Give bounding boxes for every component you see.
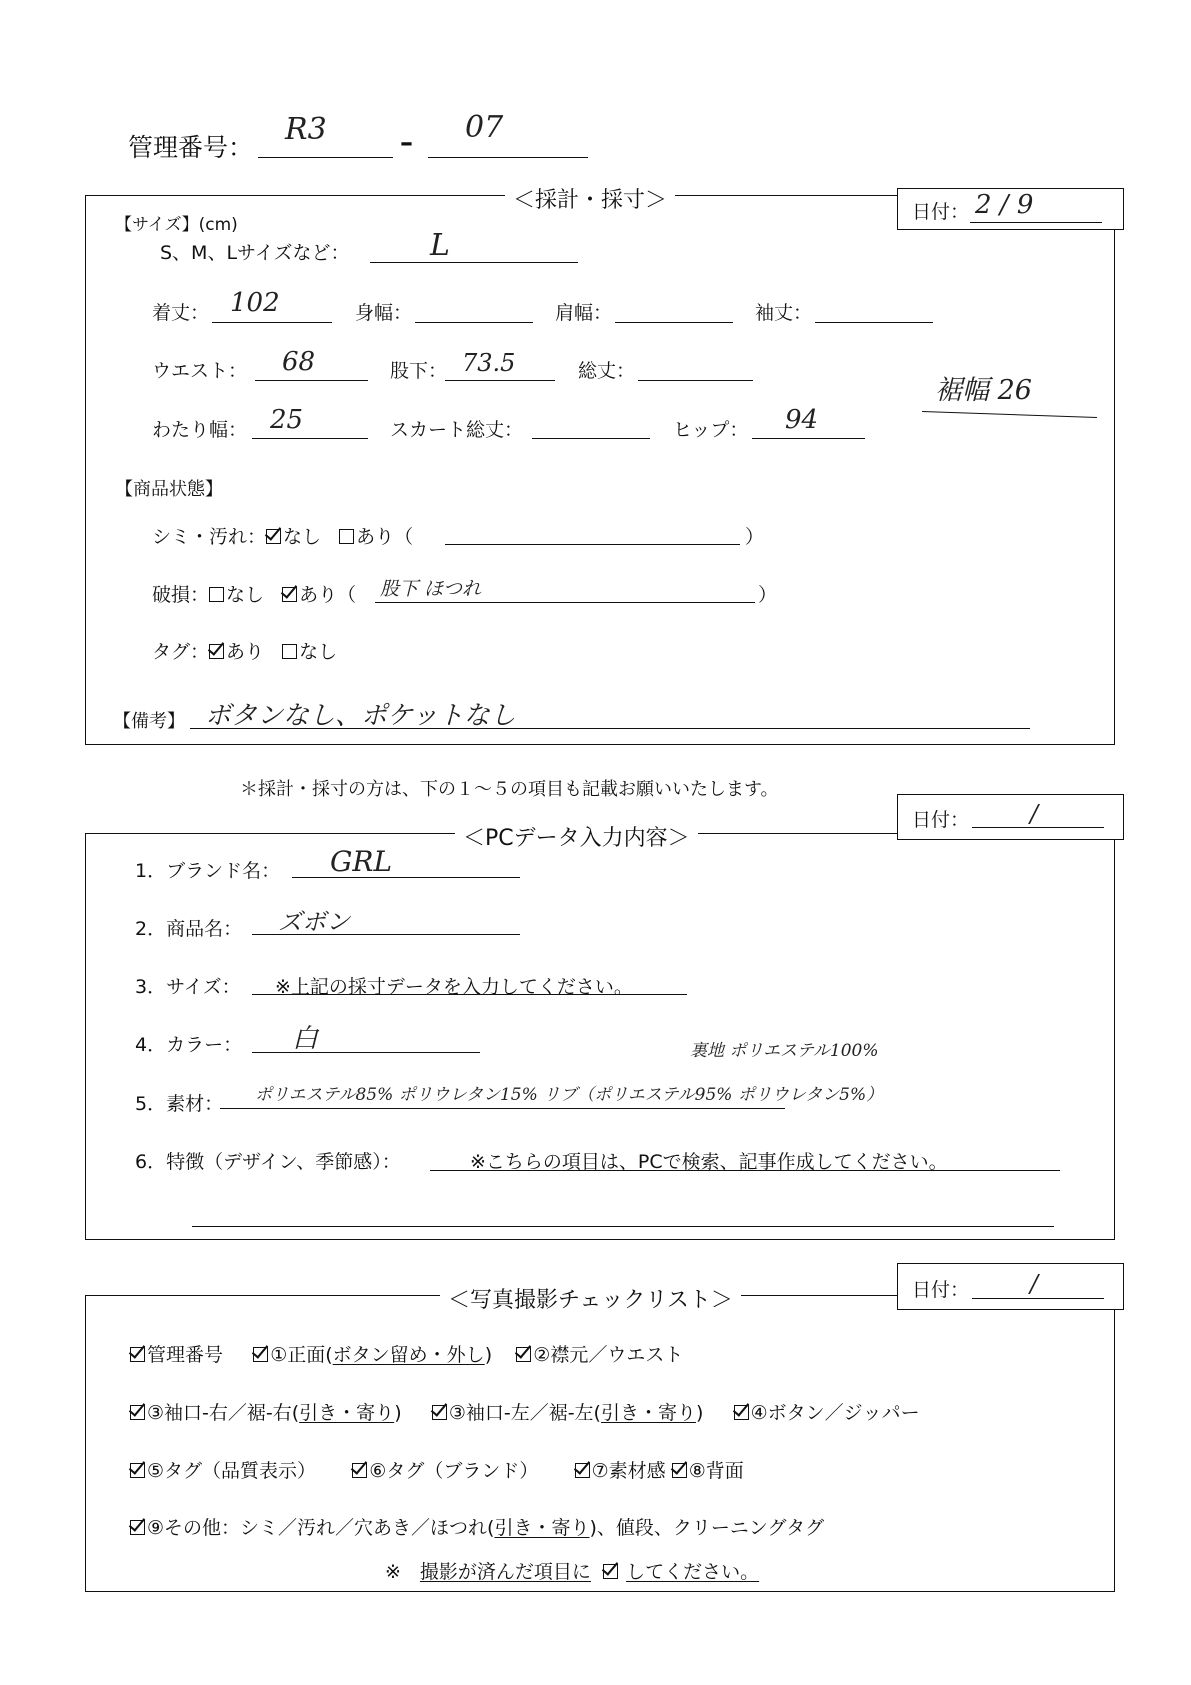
soutake-label: 総丈：	[578, 360, 636, 382]
stain-detail-underline	[445, 544, 740, 545]
pc-date-label: 日付：	[912, 809, 970, 831]
size-heading: 【サイズ】(cm)	[115, 215, 238, 235]
tag-yes-checkbox[interactable]	[209, 644, 224, 659]
kitake-label: 着丈：	[152, 302, 210, 324]
check-other[interactable]	[130, 1520, 145, 1535]
brand-underline	[292, 877, 520, 878]
photo-footer-b: してください。	[626, 1561, 760, 1583]
damage-yes-label: あり（	[299, 584, 357, 606]
damage-close: ）	[758, 584, 778, 606]
item-value: ズボン	[278, 908, 350, 936]
size-underline	[370, 262, 578, 263]
remarks-value: ボタンなし、ポケットなし	[205, 701, 516, 731]
hip-label: ヒップ：	[673, 419, 749, 441]
photo-row-3	[130, 1456, 744, 1483]
header-underline-1	[258, 157, 393, 158]
sodetake-label: 袖丈：	[755, 302, 813, 324]
sodetake-underline	[815, 322, 933, 323]
skirt-label: スカート総丈：	[390, 419, 524, 441]
pc-size-value: ※上記の採寸データを入力してください。	[275, 976, 633, 998]
tag-label: タグ：	[152, 641, 210, 663]
watari-value: 25	[270, 405, 304, 435]
feature-value: ※こちらの項目は、PCで検索、記事作成してください。	[470, 1151, 948, 1173]
color-underline	[252, 1052, 480, 1053]
size-value: L	[430, 228, 450, 263]
tag-none-checkbox[interactable]	[282, 644, 297, 659]
check-front-detail: ボタン留め・外し	[332, 1344, 485, 1366]
check-other-detail: 引き・寄り	[494, 1517, 590, 1539]
measure-date-value: 2 / 9	[975, 190, 1034, 220]
photo-date-label: 日付：	[912, 1279, 970, 1301]
feature-underline-2	[192, 1226, 1054, 1227]
material-value: ポリエステル85% ポリウレタン15% リブ（ポリエステル95% ポリウレタン5%）	[255, 1085, 884, 1105]
damage-none-checkbox[interactable]	[209, 587, 224, 602]
header-number-prefix: R3	[285, 112, 327, 147]
damage-detail-underline	[375, 602, 755, 603]
check-cuff-right-label: ③袖口-右／裾-右(	[147, 1402, 300, 1424]
hip-value: 94	[785, 405, 819, 435]
pc-size-label: 3．サイズ：	[135, 976, 241, 998]
check-front[interactable]	[253, 1347, 268, 1362]
waist-underline	[255, 380, 368, 381]
check-cuff-left[interactable]	[432, 1405, 447, 1420]
check-material[interactable]	[575, 1463, 590, 1478]
waist-value: 68	[282, 347, 316, 377]
matashita-value: 73.5	[462, 349, 516, 377]
kitake-value: 102	[230, 288, 280, 318]
photo-date-value: /	[1030, 1270, 1039, 1298]
check-other-rest: )、値段、クリーニングタグ	[589, 1517, 825, 1539]
color-label: 4．カラー：	[135, 1034, 243, 1056]
kitake-underline	[212, 322, 332, 323]
check-collar-label: ②襟元／ウエスト	[533, 1344, 684, 1366]
stain-yes-label: あり（	[356, 526, 414, 548]
damage-row	[152, 580, 356, 607]
check-cuff-left-detail: 引き・寄り	[600, 1402, 696, 1424]
damage-yes-checkbox[interactable]	[282, 587, 297, 602]
check-material-label: ⑦素材感	[591, 1460, 666, 1482]
check-button[interactable]	[734, 1405, 749, 1420]
check-back-label: ⑧背面	[688, 1460, 744, 1482]
color-value: 白	[292, 1024, 319, 1054]
header-label: 管理番号：	[128, 133, 254, 162]
check-back[interactable]	[672, 1463, 687, 1478]
check-front-label: ①正面(	[270, 1344, 333, 1366]
stain-row	[152, 522, 413, 549]
check-tag-quality-label: ⑤タグ（品質表示）	[147, 1460, 317, 1482]
material-underline	[220, 1108, 785, 1109]
mihaba-label: 身幅：	[355, 302, 413, 324]
damage-none-label: なし	[226, 584, 265, 606]
tag-none-label: なし	[299, 641, 338, 663]
item-label: 2．商品名：	[135, 918, 243, 940]
side-note: 裾幅 26	[935, 375, 1032, 406]
check-kanri-label: 管理番号	[147, 1344, 224, 1366]
check-button-label: ④ボタン／ジッパー	[750, 1402, 920, 1424]
tag-yes-label: あり	[226, 641, 265, 663]
matashita-underline	[445, 380, 555, 381]
check-cuff-right-close: )	[394, 1402, 402, 1424]
check-cuff-right-detail: 引き・寄り	[299, 1402, 395, 1424]
material-label: 5．素材：	[135, 1093, 224, 1115]
stain-close: ）	[745, 526, 765, 548]
katahaba-label: 肩幅：	[555, 302, 613, 324]
photo-date-underline	[972, 1298, 1104, 1299]
check-kanri[interactable]	[130, 1347, 145, 1362]
photo-row-4	[130, 1513, 824, 1540]
check-tag-brand-label: ⑥タグ（ブランド）	[369, 1460, 539, 1482]
skirt-underline	[532, 438, 650, 439]
header-dash: –	[400, 128, 413, 158]
stain-yes-checkbox[interactable]	[339, 529, 354, 544]
header-underline-2	[428, 157, 588, 158]
pc-size-underline	[252, 994, 687, 995]
tag-row	[152, 637, 337, 664]
photo-footer	[385, 1557, 759, 1584]
photo-footer-a: 撮影が済んだ項目に	[419, 1561, 591, 1583]
hip-underline	[752, 438, 865, 439]
photo-footer-mark: ※	[385, 1561, 420, 1583]
material-note: 裏地 ポリエステル100%	[690, 1041, 879, 1061]
matashita-label: 股下：	[390, 360, 448, 382]
pc-title: ＜PCデータ入力内容＞	[455, 821, 698, 852]
measure-title: ＜採計・採寸＞	[505, 183, 675, 214]
brand-value: GRL	[330, 845, 393, 878]
size-label: S、M、Lサイズなど：	[160, 242, 350, 264]
photo-title: ＜写真撮影チェックリスト＞	[440, 1283, 741, 1314]
measure-date-label: 日付：	[912, 201, 970, 223]
note-line: ＊採計・採寸の方は、下の１～５の項目も記載お願いいたします。	[240, 779, 779, 800]
damage-detail: 股下 ほつれ	[380, 578, 482, 600]
watari-underline	[252, 438, 368, 439]
photo-footer-checkbox	[603, 1564, 618, 1579]
check-front-close: )	[484, 1344, 493, 1366]
katahaba-underline	[615, 322, 733, 323]
check-collar[interactable]	[516, 1347, 531, 1362]
check-tag-quality[interactable]	[130, 1463, 145, 1478]
condition-heading: 【商品状態】	[115, 479, 223, 500]
check-cuff-left-close: )	[696, 1402, 704, 1424]
feature-underline	[430, 1170, 1060, 1171]
mihaba-underline	[415, 322, 533, 323]
photo-row-2	[130, 1398, 920, 1425]
damage-label: 破損：	[152, 584, 210, 606]
watari-label: わたり幅：	[152, 419, 248, 441]
measure-date-underline	[970, 222, 1102, 223]
remarks-label: 【備考】	[113, 711, 185, 732]
header-number-suffix: 07	[465, 110, 504, 145]
soutake-underline	[638, 380, 753, 381]
item-underline	[252, 934, 520, 935]
stain-label: シミ・汚れ：	[152, 526, 267, 548]
check-other-label: ⑨その他：シミ／汚れ／穴あき／ほつれ(	[147, 1517, 495, 1539]
waist-label: ウエスト：	[152, 360, 248, 382]
check-tag-brand[interactable]	[352, 1463, 367, 1478]
check-cuff-left-label: ③袖口-左／裾-左(	[448, 1402, 601, 1424]
pc-date-value: /	[1030, 800, 1039, 828]
remarks-underline	[190, 728, 1030, 729]
pc-date-underline	[972, 827, 1104, 828]
photo-row-1	[130, 1340, 683, 1367]
brand-label: 1．ブランド名：	[135, 860, 281, 882]
stain-none-checkbox[interactable]	[266, 529, 281, 544]
feature-label: 6．特徴（デザイン、季節感）：	[135, 1151, 401, 1173]
check-cuff-right[interactable]	[130, 1405, 145, 1420]
stain-none-label: なし	[283, 526, 322, 548]
